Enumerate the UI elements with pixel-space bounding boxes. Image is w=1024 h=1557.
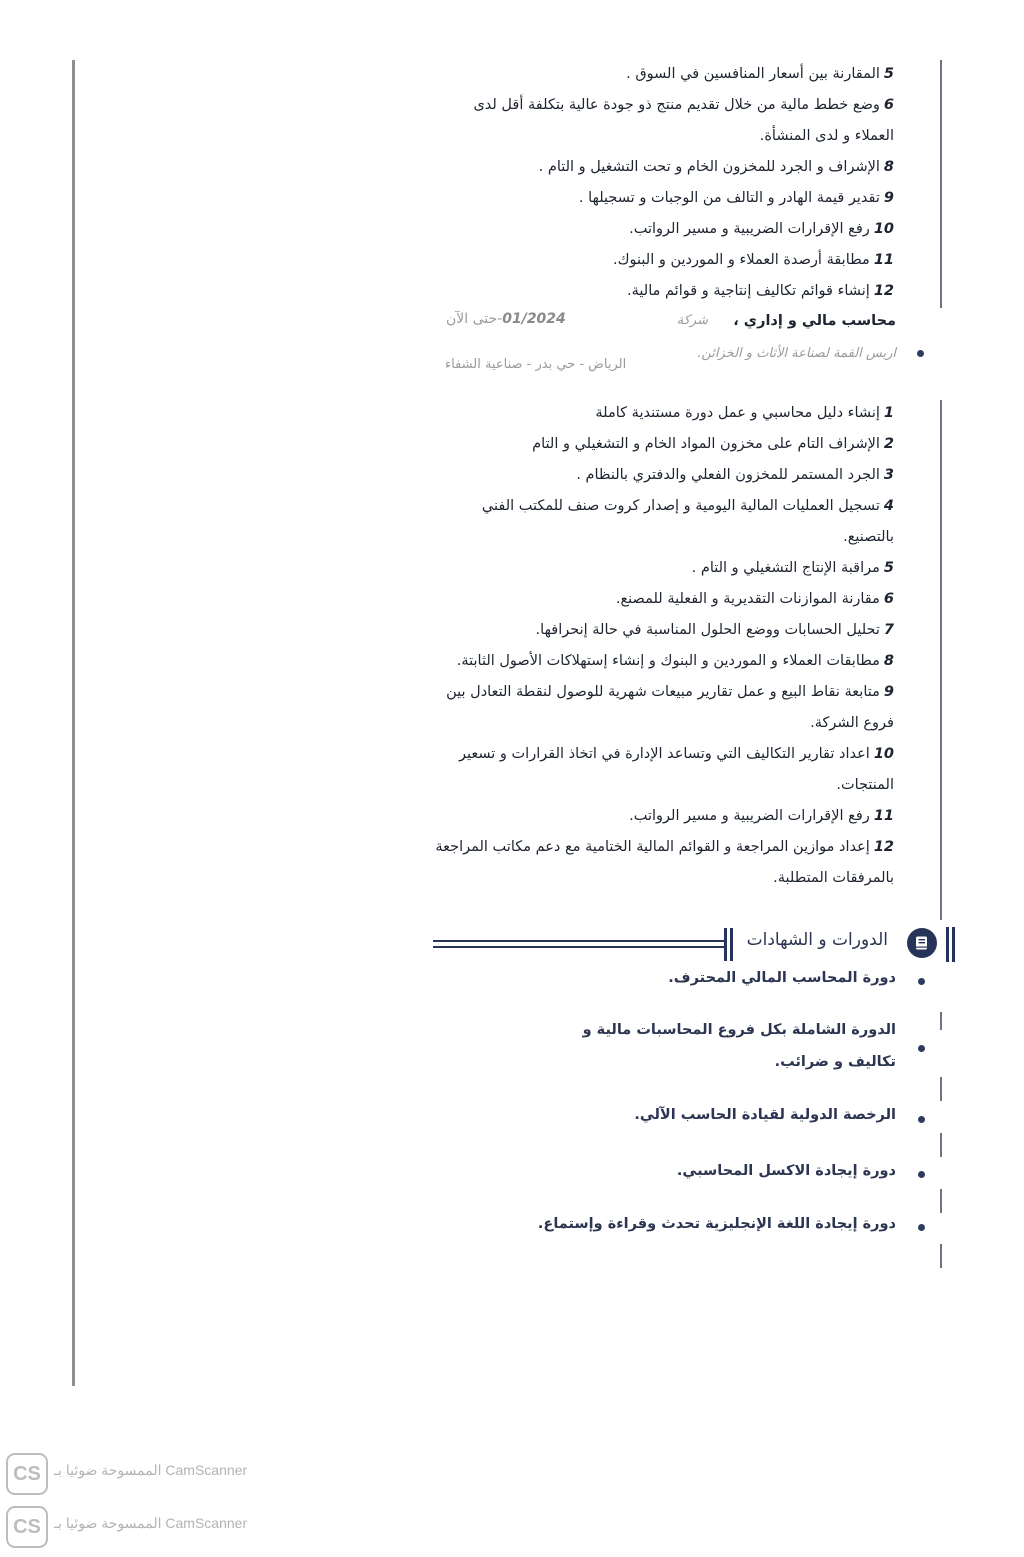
- job-date-end: -حتى الآن: [446, 311, 503, 327]
- course-bullet: [918, 1045, 925, 1052]
- camscanner-logo-icon: CS: [6, 1506, 48, 1548]
- job-date: [446, 311, 566, 327]
- list-item: 10رفع الإقرارات الضريبية و مسير الرواتب.: [629, 221, 894, 237]
- list-item: 9متابعة نقاط البيع و عمل تقارير مبيعات شهرية للوصول لنقطة التعادل بين فروع الشركة.: [446, 684, 894, 731]
- list-item: 7تحليل الحسابات ووضع الحلول المناسبة في حالة إنحرافها.: [535, 622, 894, 638]
- section-rule: [433, 946, 724, 948]
- course-item: دورة إيجادة الاكسل المحاسبي.: [676, 1163, 896, 1179]
- course-item: الرخصة الدولية لقيادة الحاسب الآلي.: [634, 1107, 896, 1123]
- block1-list: [434, 59, 894, 307]
- course-bullet: [918, 1116, 925, 1123]
- course-divider: [940, 1244, 942, 1268]
- job-title: محاسب مالي و إداري ،: [733, 313, 896, 329]
- list-item: 8مطابقات العملاء و الموردين و البنوك و إنشاء إستهلاكات الأصول الثابتة.: [456, 653, 894, 669]
- list-item: 11رفع الإقرارات الضريبية و مسير الرواتب.: [629, 808, 894, 824]
- job-date-start: 01/2024: [502, 311, 566, 327]
- page-left-rule: [72, 60, 75, 1386]
- list-item: 9تقدير قيمة الهادر و التالف من الوجبات و تسجيلها .: [578, 190, 894, 206]
- list-item: 12إعداد موازين المراجعة و القوائم المالية الختامية مع دعم مكاتب المراجعة بالمرفقات المتطلبة.: [435, 839, 894, 886]
- list-item: 11مطابقة أرصدة العملاء و الموردين و البنوك.: [612, 252, 894, 268]
- job-company: اريس القمة لصناعة الأثاث و الخزائن.: [697, 346, 896, 361]
- course-item: الدورة الشاملة بكل فروع المحاسبات مالية و تكاليف و ضرائب.: [582, 1022, 896, 1070]
- list-item: 4تسجيل العمليات المالية اليومية و إصدار كروت صنف للمكتب الفني بالتصنيع.: [481, 498, 894, 545]
- list-item: 5مراقبة الإنتاج التشغيلي و التام .: [691, 560, 894, 576]
- job-bullet: [917, 350, 924, 357]
- course-bullet: [918, 1171, 925, 1178]
- list-item: 12إنشاء قوائم تكاليف إنتاجية و قوائم مالية.: [627, 283, 894, 299]
- course-item: دورة المحاسب المالي المحترف.: [668, 970, 896, 986]
- book-icon: [907, 928, 937, 958]
- section-title: الدورات و الشهادات: [746, 930, 888, 950]
- list-item: 6وضع خطط مالية من خلال تقديم منتج ذو جودة عالية بتكلفة أقل لدى العملاء و لدى المنشأة.: [473, 97, 894, 144]
- job-company-prefix: شركة: [676, 313, 708, 328]
- block2-vertical-line: [940, 400, 942, 920]
- course-bullet: [918, 1224, 925, 1231]
- course-divider: [940, 1077, 942, 1101]
- section-bar: [730, 928, 733, 961]
- course-divider: [940, 1012, 942, 1030]
- job-location: الرياض - حي بدر - صناعية الشفاء: [445, 357, 627, 372]
- section-bar: [724, 928, 727, 961]
- block2-list: [434, 398, 894, 894]
- block1-vertical-line: [940, 60, 942, 308]
- list-item: 6مقارنة الموازنات التقديرية و الفعلية للمصنع.: [615, 591, 894, 607]
- list-item: 8الإشراف و الجرد للمخزون الخام و تحت التشغيل و التام .: [538, 159, 894, 175]
- course-bullet: [918, 978, 925, 985]
- camscanner-text: الممسوحة ضوئيا بـ CamScanner: [54, 1462, 248, 1478]
- course-item: دورة إيجادة اللغة الإنجليزية تحدث وقراءة وإستماع.: [537, 1216, 896, 1232]
- list-item: 1إنشاء دليل محاسبي و عمل دورة مستندية كاملة: [595, 405, 894, 421]
- section-bar: [946, 927, 949, 962]
- section-bar: [952, 927, 955, 962]
- course-divider: [940, 1133, 942, 1157]
- camscanner-logo-icon: CS: [6, 1453, 48, 1495]
- list-item: 10اعداد تقارير التكاليف التي وتساعد الإدارة في اتخاذ القرارات و تسعير المنتجات.: [458, 746, 894, 793]
- list-item: 3الجرد المستمر للمخزون الفعلي والدفتري بالنظام .: [576, 467, 894, 483]
- list-item: 2الإشراف التام على مخزون المواد الخام و التشغيلي و التام: [532, 436, 894, 452]
- course-divider: [940, 1189, 942, 1213]
- section-rule: [433, 940, 724, 942]
- list-item: 5المقارنة بين أسعار المنافسين في السوق .: [626, 66, 894, 82]
- camscanner-text: الممسوحة ضوئيا بـ CamScanner: [54, 1515, 248, 1531]
